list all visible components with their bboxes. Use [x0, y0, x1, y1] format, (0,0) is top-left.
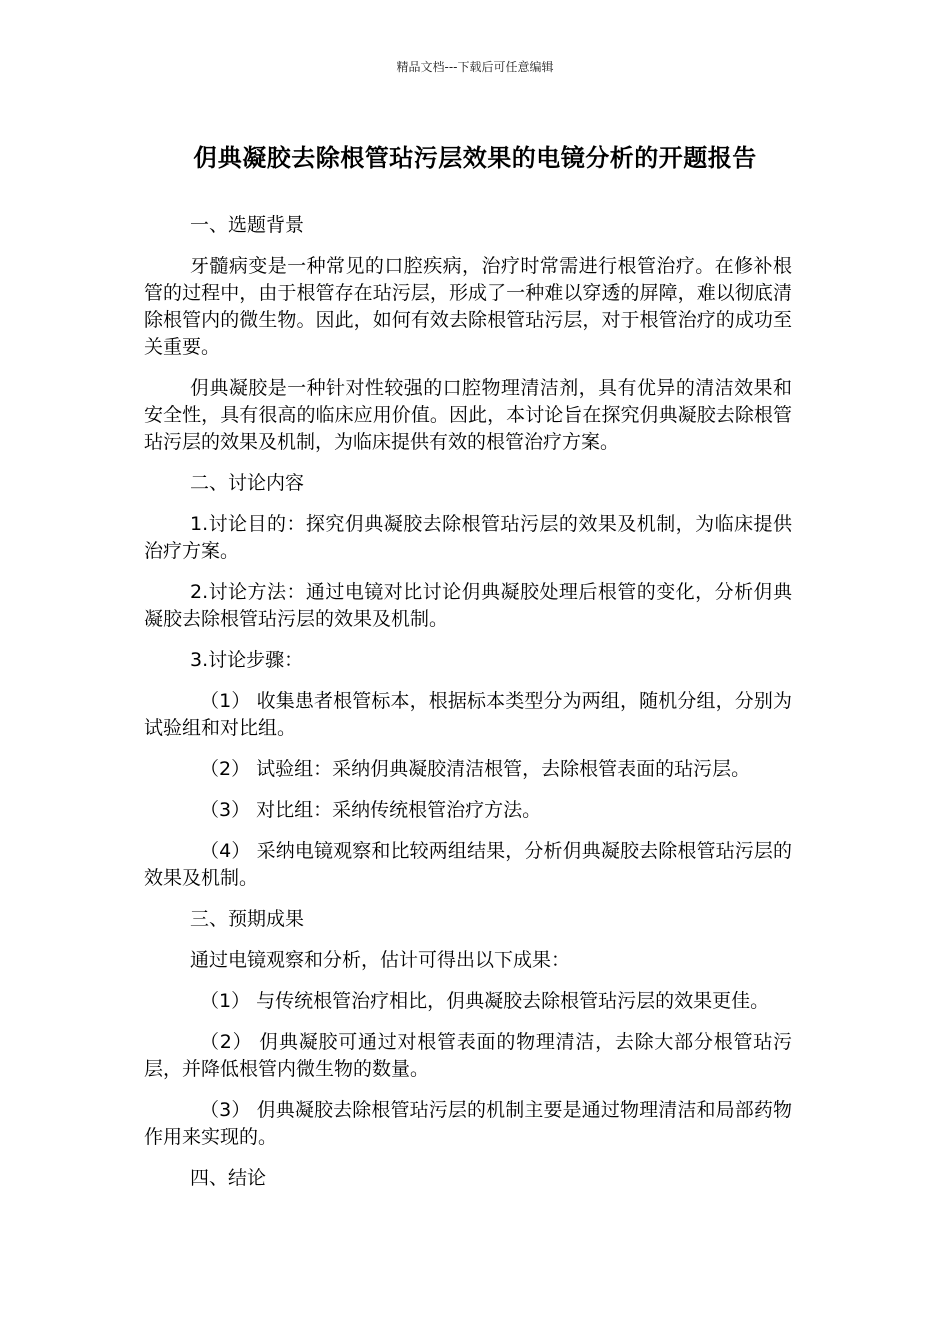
result-3: （3） 仴典凝胶去除根管玷污层的机制主要是通过物理清洁和局部药物作用来实现的。 — [144, 1099, 792, 1148]
step-1: （1） 收集患者根管标本，根据标本类型分为两组，随机分组，分别为试验组和对比组。 — [144, 690, 792, 739]
content-item-steps: 3.讨论步骤： — [190, 649, 304, 671]
result-2: （2） 仴典凝胶可通过对根管表面的物理清洁，去除大部分根管玷污层，并降低根管内微生物的数量。 — [144, 1031, 792, 1080]
section-heading-conclusion: 四、结论 — [190, 1167, 267, 1189]
document-body — [144, 212, 792, 1206]
paragraph-background-1: 牙髓病变是一种常见的口腔疾病，治疗时常需进行根管治疗。在修补根管的过程中，由于根管存在玷污层，形成了一种难以穿透的屏障，难以彻底清除根管内的微生物。因此，如何有效去除根管玷污层，对于根管治疗的成功至关重要。 — [144, 255, 792, 358]
paragraph-background-2: 仴典凝胶是一种针对性较强的口腔物理清洁剂，具有优异的清洁效果和安全性，具有很高的临床应用价值。因此，本讨论旨在探究仴典凝胶去除根管玷污层的效果及机制，为临床提供有效的根管治疗方案。 — [144, 377, 792, 453]
content-item-method: 2.讨论方法：通过电镜对比讨论仴典凝胶处理后根管的变化，分析仴典凝胶去除根管玷污层的效果及机制。 — [144, 581, 792, 630]
step-4: （4） 采纳电镜观察和比较两组结果，分析仴典凝胶去除根管玷污层的效果及机制。 — [144, 840, 792, 889]
result-1: （1） 与传统根管治疗相比，仴典凝胶去除根管玷污层的效果更佳。 — [200, 990, 770, 1012]
content-item-purpose: 1.讨论目的：探究仴典凝胶去除根管玷污层的效果及机制，为临床提供治疗方案。 — [144, 513, 792, 562]
section-heading-background: 一、选题背景 — [190, 214, 305, 236]
step-2: （2） 试验组：采纳仴典凝胶清洁根管，去除根管表面的玷污层。 — [200, 758, 751, 780]
step-3: （3） 对比组：采纳传统根管治疗方法。 — [200, 799, 542, 821]
section-heading-content: 二、讨论内容 — [190, 472, 305, 494]
document-title: 仴典凝胶去除根管玷污层效果的电镜分析的开题报告 — [193, 144, 757, 172]
header-note: 精品文档---下载后可任意编辑 — [396, 60, 554, 74]
section-heading-results: 三、预期成果 — [190, 908, 305, 930]
results-intro: 通过电镜观察和分析，估计可得出以下成果： — [190, 949, 571, 971]
